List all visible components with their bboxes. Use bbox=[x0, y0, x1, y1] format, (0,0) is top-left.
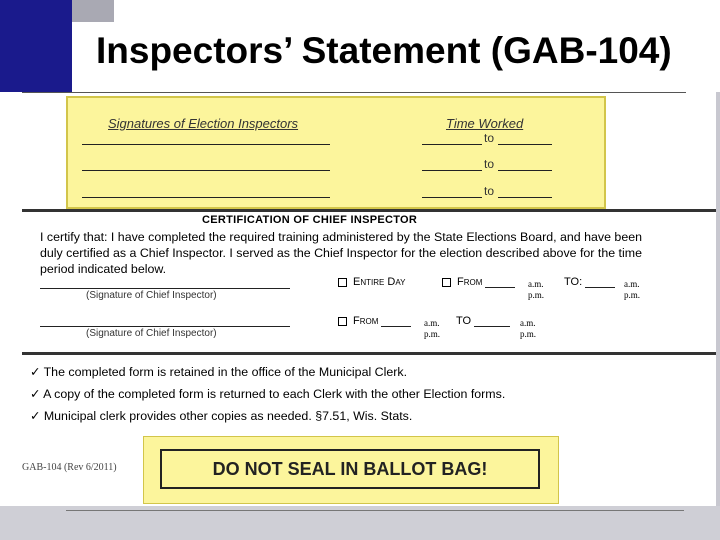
right-edge-strip bbox=[716, 92, 720, 506]
list-item bbox=[30, 364, 407, 379]
bottom-rule bbox=[66, 510, 684, 511]
time-to-line bbox=[498, 144, 552, 145]
time-from-line bbox=[422, 144, 482, 145]
chief-signature-line bbox=[40, 326, 290, 327]
time-worked-column-header: Time Worked bbox=[446, 116, 524, 131]
checkmark-icon: ✓ bbox=[30, 387, 41, 401]
to-label: to bbox=[484, 157, 495, 171]
entire-day-label: Entire Day bbox=[353, 276, 406, 288]
signatures-column-header: Signatures of Election Inspectors bbox=[108, 116, 299, 131]
time-to-line bbox=[498, 170, 552, 171]
time-to-line bbox=[498, 197, 552, 198]
blue-corner-block bbox=[0, 0, 72, 92]
list-item-text: Municipal clerk provides other copies as needed. §7.51, Wis. Stats. bbox=[43, 409, 413, 423]
pm-label: p.m. bbox=[624, 290, 641, 300]
certification-line: period indicated below. bbox=[40, 262, 167, 276]
from-option bbox=[338, 315, 411, 327]
from-label: From bbox=[457, 276, 483, 288]
inspector-signature-line bbox=[82, 144, 330, 145]
checkbox-icon bbox=[338, 317, 347, 326]
list-item-text: A copy of the completed form is returned to each Clerk with the other Election forms. bbox=[43, 387, 506, 401]
warning-banner bbox=[143, 436, 559, 504]
from-option bbox=[442, 276, 515, 288]
to-label: to bbox=[484, 184, 495, 198]
to-option bbox=[456, 315, 510, 327]
inspector-signature-line bbox=[82, 170, 330, 171]
pm-label: p.m. bbox=[520, 329, 537, 339]
am-label: a.m. bbox=[624, 279, 640, 289]
list-item bbox=[30, 408, 412, 423]
am-label: a.m. bbox=[424, 318, 440, 328]
to-time-blank bbox=[585, 287, 615, 288]
checkbox-icon bbox=[442, 278, 451, 287]
from-time-blank bbox=[485, 287, 515, 288]
to-colon-label: TO: bbox=[564, 276, 583, 288]
from-time-blank bbox=[381, 326, 411, 327]
inspector-signature-line bbox=[82, 197, 330, 198]
chief-signature-label: (Signature of Chief Inspector) bbox=[86, 290, 217, 301]
certification-heading: CERTIFICATION OF CHIEF INSPECTOR bbox=[202, 214, 418, 226]
form-id-label: GAB-104 (Rev 6/2011) bbox=[22, 462, 117, 473]
bottom-band bbox=[0, 506, 720, 540]
to-label: to bbox=[484, 131, 495, 145]
ampm-indicator bbox=[520, 318, 536, 340]
time-from-line bbox=[422, 197, 482, 198]
title-rule bbox=[22, 92, 686, 93]
from-label: From bbox=[353, 315, 379, 327]
am-label: a.m. bbox=[528, 279, 544, 289]
list-item-text: The completed form is retained in the office of the Municipal Clerk. bbox=[43, 365, 408, 379]
chief-signature-line bbox=[40, 288, 290, 289]
chief-signature-label: (Signature of Chief Inspector) bbox=[86, 328, 217, 339]
to-option bbox=[564, 276, 615, 288]
slide-title: Inspectors’ Statement (GAB-104) bbox=[96, 30, 672, 71]
time-from-line bbox=[422, 170, 482, 171]
ampm-indicator bbox=[528, 279, 544, 301]
warning-banner-text: DO NOT SEAL IN BALLOT BAG! bbox=[160, 449, 540, 489]
pm-label: p.m. bbox=[424, 329, 441, 339]
inspectors-signature-box bbox=[66, 96, 606, 209]
section-divider bbox=[22, 209, 716, 212]
list-item bbox=[30, 386, 505, 401]
entire-day-option bbox=[338, 276, 405, 288]
checkmark-icon: ✓ bbox=[30, 409, 41, 423]
checkbox-icon bbox=[338, 278, 347, 287]
certification-line: I certify that: I have completed the required training administered by the State Elections Board, and have been bbox=[40, 230, 642, 244]
ampm-indicator bbox=[424, 318, 440, 340]
certification-line: duly certified as a Chief Inspector. I served as the Chief Inspector for the election described above for the time bbox=[40, 246, 642, 260]
am-label: a.m. bbox=[520, 318, 536, 328]
certification-text bbox=[40, 229, 710, 277]
pm-label: p.m. bbox=[528, 290, 545, 300]
checkmark-icon: ✓ bbox=[30, 365, 41, 379]
to-label: TO bbox=[456, 315, 472, 327]
ampm-indicator bbox=[624, 279, 640, 301]
grey-corner-strip bbox=[72, 0, 114, 22]
to-time-blank bbox=[474, 326, 510, 327]
section-divider bbox=[22, 352, 716, 355]
